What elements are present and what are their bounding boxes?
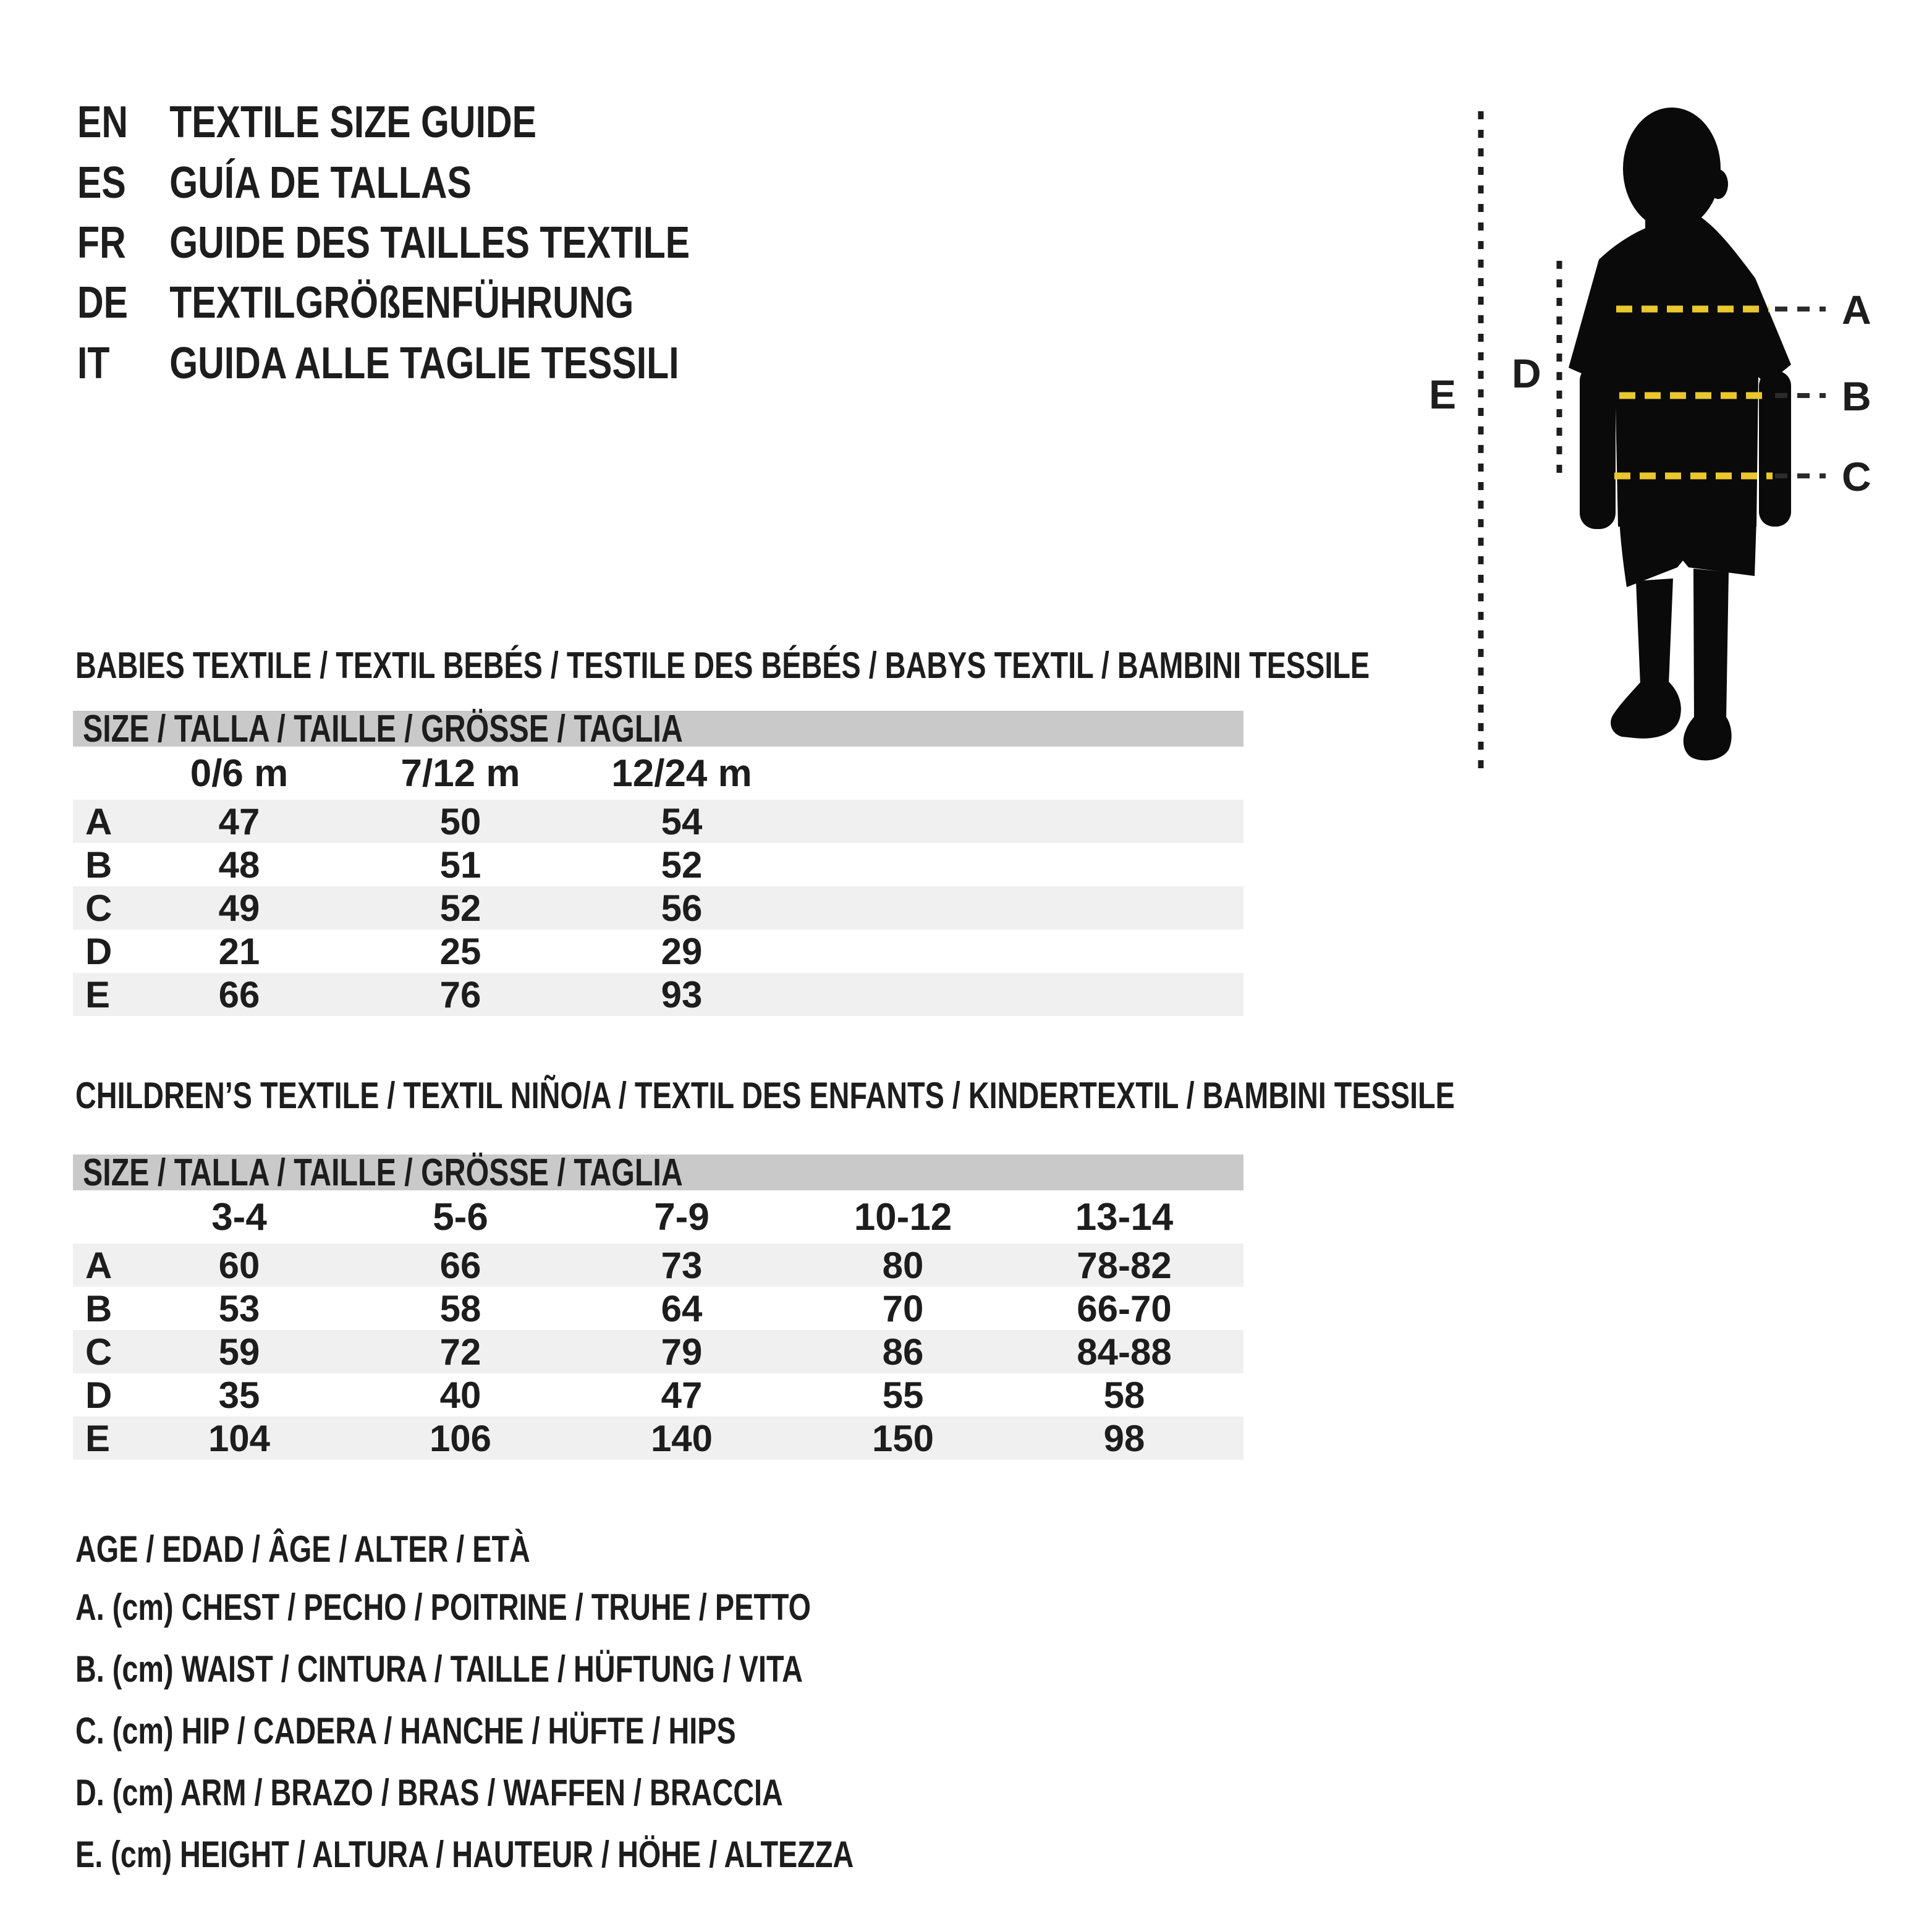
cell: 55 [882, 1374, 924, 1416]
cell: 53 [218, 1287, 260, 1329]
table-row [73, 1244, 1244, 1287]
children-section-heading: CHILDREN’S TEXTILE / TEXTIL NIÑO/A / TEXTIL DES ENFANTS / KINDERTEXTIL / BAMBINI TESSILE [75, 1074, 1455, 1116]
row-label: E [85, 1417, 111, 1459]
lang-title: TEXTILGRÖßENFÜHRUNG [169, 278, 634, 328]
cell: 80 [882, 1244, 924, 1286]
column-header: 13-14 [1075, 1195, 1174, 1239]
row-label: C [85, 1331, 112, 1373]
cell: 76 [439, 973, 481, 1015]
legend-item-waist: B. (cm) WAIST / CINTURA / TAILLE / HÜFTUNG / VITA [75, 1648, 803, 1690]
cell: 150 [871, 1417, 934, 1459]
figure-label-e: E [1429, 371, 1457, 417]
row-label: D [85, 930, 112, 972]
cell: 35 [218, 1374, 260, 1416]
cell: 66-70 [1077, 1287, 1172, 1329]
column-header: 7/12 m [400, 752, 520, 795]
row-label: A [85, 800, 112, 842]
cell: 93 [661, 973, 703, 1015]
child-measurement-diagram [1409, 74, 1932, 822]
cell: 48 [218, 844, 260, 886]
cell: 51 [439, 844, 481, 886]
lang-code: EN [77, 98, 129, 147]
table-row [73, 1417, 1244, 1460]
children-size-table [73, 1151, 1244, 1460]
cell: 140 [650, 1417, 713, 1459]
row-label: A [85, 1244, 112, 1286]
cell: 59 [218, 1331, 260, 1373]
cell: 73 [661, 1244, 703, 1286]
cell: 104 [208, 1417, 271, 1459]
table-row [73, 973, 1244, 1016]
row-label: B [85, 1287, 112, 1329]
lang-code: FR [77, 218, 126, 268]
figure-label-c: C [1842, 454, 1871, 499]
cell: 58 [439, 1287, 481, 1329]
table-row [73, 1373, 1244, 1417]
cell: 70 [882, 1287, 924, 1329]
cell: 25 [439, 930, 481, 972]
cell: 56 [661, 887, 703, 929]
cell: 86 [882, 1331, 924, 1373]
babies-column-headers [73, 747, 1244, 800]
column-header: 7-9 [654, 1195, 710, 1239]
cell: 21 [218, 930, 260, 972]
cell: 47 [218, 800, 260, 842]
cell: 49 [218, 887, 260, 929]
lang-title: GUIDA ALLE TAGLIE TESSILI [169, 339, 679, 388]
babies-size-header-band: SIZE / TALLA / TAILLE / GRÖSSE / TAGLIA [73, 711, 1244, 747]
column-header: 10-12 [854, 1195, 952, 1239]
cell: 52 [661, 844, 703, 886]
lang-row-fr [77, 218, 824, 268]
lang-row-es [77, 158, 558, 208]
lang-row-en [77, 98, 637, 147]
cell: 47 [661, 1374, 703, 1416]
cell: 66 [218, 973, 260, 1015]
lang-title: GUIDE DES TAILLES TEXTILE [169, 218, 690, 268]
table-row [73, 843, 1244, 886]
babies-size-table [73, 707, 1244, 1016]
table-row [73, 886, 1244, 930]
lang-code: IT [77, 339, 110, 388]
legend-item-chest: A. (cm) CHEST / PECHO / POITRINE / TRUHE / PETTO [75, 1586, 811, 1628]
lang-title: TEXTILE SIZE GUIDE [169, 98, 536, 147]
row-label: C [85, 887, 112, 929]
table-row [73, 800, 1244, 843]
table-row [73, 930, 1244, 973]
row-label: D [85, 1374, 112, 1416]
cell: 78-82 [1077, 1244, 1172, 1286]
lang-title: GUÍA DE TALLAS [169, 158, 472, 208]
legend-item-hip: C. (cm) HIP / CADERA / HANCHE / HÜFTE / HIPS [75, 1710, 736, 1752]
lang-code: DE [77, 278, 129, 328]
cell: 106 [429, 1417, 492, 1459]
legend-item-arm: D. (cm) ARM / BRAZO / BRAS / WAFFEN / BRACCIA [75, 1771, 783, 1813]
legend-item-height: E. (cm) HEIGHT / ALTURA / HAUTEUR / HÖHE / ALTEZZA [75, 1833, 854, 1875]
figure-label-b: B [1842, 373, 1871, 419]
cell: 98 [1103, 1417, 1145, 1459]
cell: 29 [661, 930, 703, 972]
column-header: 12/24 m [611, 752, 752, 795]
cell: 52 [439, 887, 481, 929]
lang-row-it [77, 339, 811, 388]
cell: 66 [439, 1244, 481, 1286]
cell: 64 [661, 1287, 703, 1329]
cell: 50 [439, 800, 481, 842]
column-header: 5-6 [433, 1195, 488, 1239]
children-column-headers [73, 1190, 1244, 1244]
legend-age-line: AGE / EDAD / ÂGE / ALTER / ETÀ [75, 1528, 530, 1570]
cell: 84-88 [1077, 1331, 1172, 1373]
cell: 58 [1103, 1374, 1145, 1416]
column-header: 3-4 [211, 1195, 267, 1239]
cell: 40 [439, 1374, 481, 1416]
table-row [73, 1330, 1244, 1373]
cell: 72 [439, 1331, 481, 1373]
table-row [73, 1287, 1244, 1330]
children-size-header-band: SIZE / TALLA / TAILLE / GRÖSSE / TAGLIA [73, 1155, 1244, 1190]
cell: 54 [661, 800, 703, 842]
lang-row-de [77, 278, 756, 328]
figure-label-d: D [1512, 350, 1541, 396]
figure-label-a: A [1842, 287, 1871, 333]
lang-code: ES [77, 158, 126, 208]
cell: 79 [661, 1331, 703, 1373]
column-header: 0/6 m [190, 752, 289, 795]
row-label: E [85, 973, 111, 1015]
row-label: B [85, 844, 112, 886]
babies-section-heading: BABIES TEXTILE / TEXTIL BEBÉS / TESTILE DES BÉBÉS / BABYS TEXTIL / BAMBINI TESSILE [75, 644, 1370, 686]
cell: 60 [218, 1244, 260, 1286]
